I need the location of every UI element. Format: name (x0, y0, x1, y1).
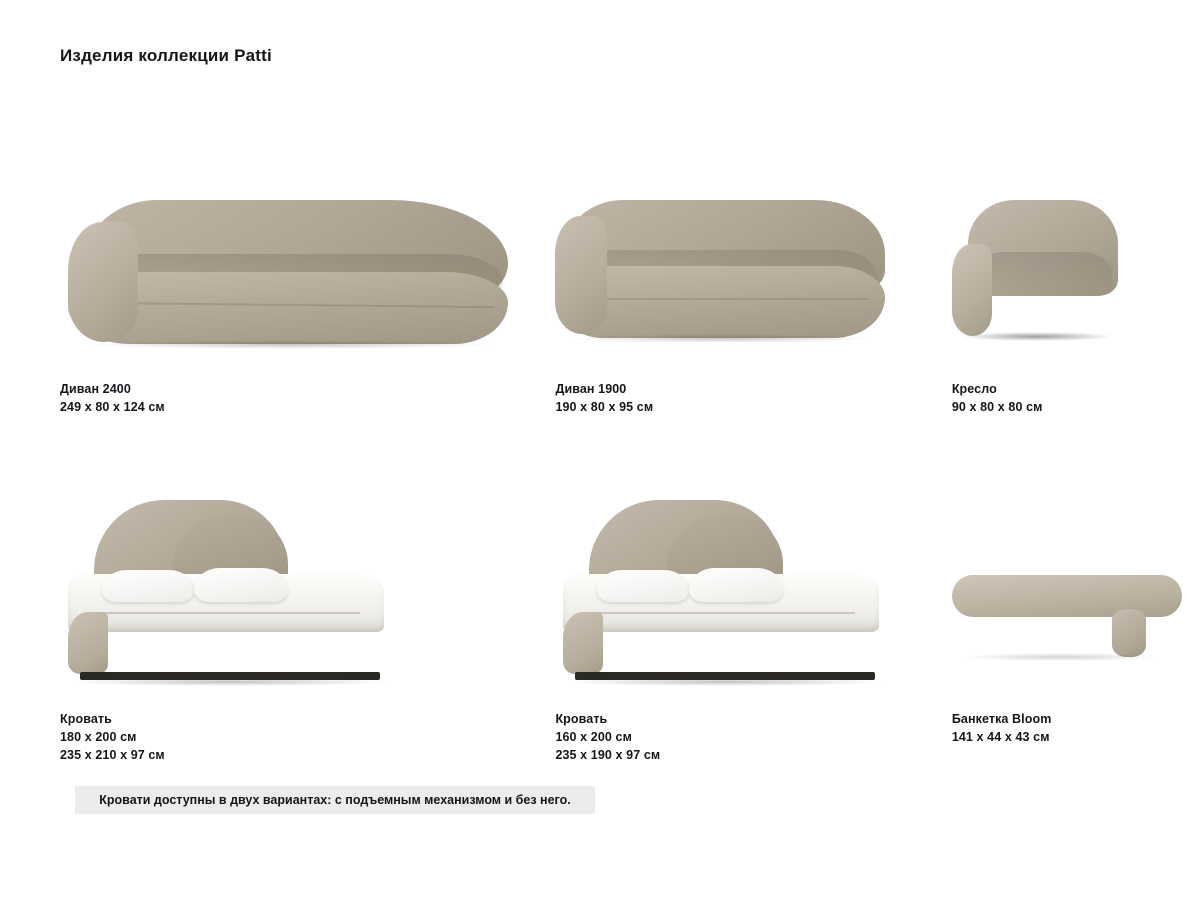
product-card-sofa-1900 (555, 170, 951, 416)
drop-shadow (86, 340, 496, 349)
bed-sheet-seam (595, 612, 855, 614)
product-caption (952, 380, 1150, 416)
bed-pillow-right (194, 568, 288, 602)
product-name: Кровать (555, 712, 608, 726)
product-row-beds (60, 490, 1150, 764)
sofa-curved-icon (60, 170, 555, 370)
drop-shadow (966, 653, 1156, 661)
product-dimensions: 90 x 80 x 80 см (951, 400, 1043, 414)
bench-icon (952, 490, 1150, 700)
product-card-armchair (952, 170, 1150, 416)
bed-base (573, 618, 873, 676)
bed-icon (60, 490, 555, 700)
product-size: 160 x 200 см (555, 730, 632, 744)
bed-base-side (68, 612, 108, 674)
product-name: Диван 1900 (555, 382, 627, 396)
drop-shadow (569, 334, 873, 343)
bench-leg-left (974, 609, 1008, 657)
sofa-straight-icon (555, 170, 951, 370)
product-size: 180 x 200 см (60, 730, 137, 744)
sofa-armrest-left (68, 222, 138, 342)
product-row-sofas (60, 170, 1150, 416)
note-text: Кровати доступны в двух вариантах: с подъемным механизмом и без него. (99, 793, 571, 807)
product-caption (555, 380, 951, 416)
sofa-armrest-left (555, 216, 607, 334)
product-name: Банкетка Bloom (951, 712, 1052, 726)
product-card-sofa-2400 (60, 170, 555, 416)
bed-sheet-seam (100, 612, 360, 614)
product-card-bench-bloom (952, 490, 1150, 764)
bed-base (78, 618, 378, 676)
product-name: Диван 2400 (60, 382, 131, 396)
bed-pillow-right (689, 568, 783, 602)
product-caption (60, 380, 555, 416)
page-title: Изделия коллекции Patti (60, 46, 272, 65)
product-dimensions: 249 x 80 x 124 см (60, 400, 165, 414)
product-dimensions: 190 x 80 x 95 см (555, 400, 654, 414)
bed-base-side (563, 612, 603, 674)
product-name: Кровать (60, 712, 112, 726)
chair-armrest-left (952, 244, 992, 336)
product-caption (555, 710, 951, 764)
product-card-bed-160 (555, 490, 951, 764)
product-dimensions: 235 x 210 x 97 см (60, 748, 165, 762)
product-dimensions: 235 x 190 x 97 см (555, 748, 661, 762)
product-dimensions: 141 x 44 x 43 см (951, 730, 1050, 744)
drop-shadow (74, 678, 386, 686)
bench-leg-right (1112, 609, 1146, 657)
product-caption (60, 710, 555, 764)
bed-icon (555, 490, 951, 700)
bed-availability-note (75, 786, 595, 814)
drop-shadow (569, 678, 881, 686)
sofa-seam (577, 298, 869, 300)
drop-shadow (962, 332, 1112, 341)
product-card-bed-180 (60, 490, 555, 764)
product-caption (952, 710, 1150, 746)
armchair-icon (952, 170, 1150, 370)
product-name: Кресло (951, 382, 997, 396)
bed-pillow-left (102, 570, 194, 602)
bed-pillow-left (597, 570, 689, 602)
